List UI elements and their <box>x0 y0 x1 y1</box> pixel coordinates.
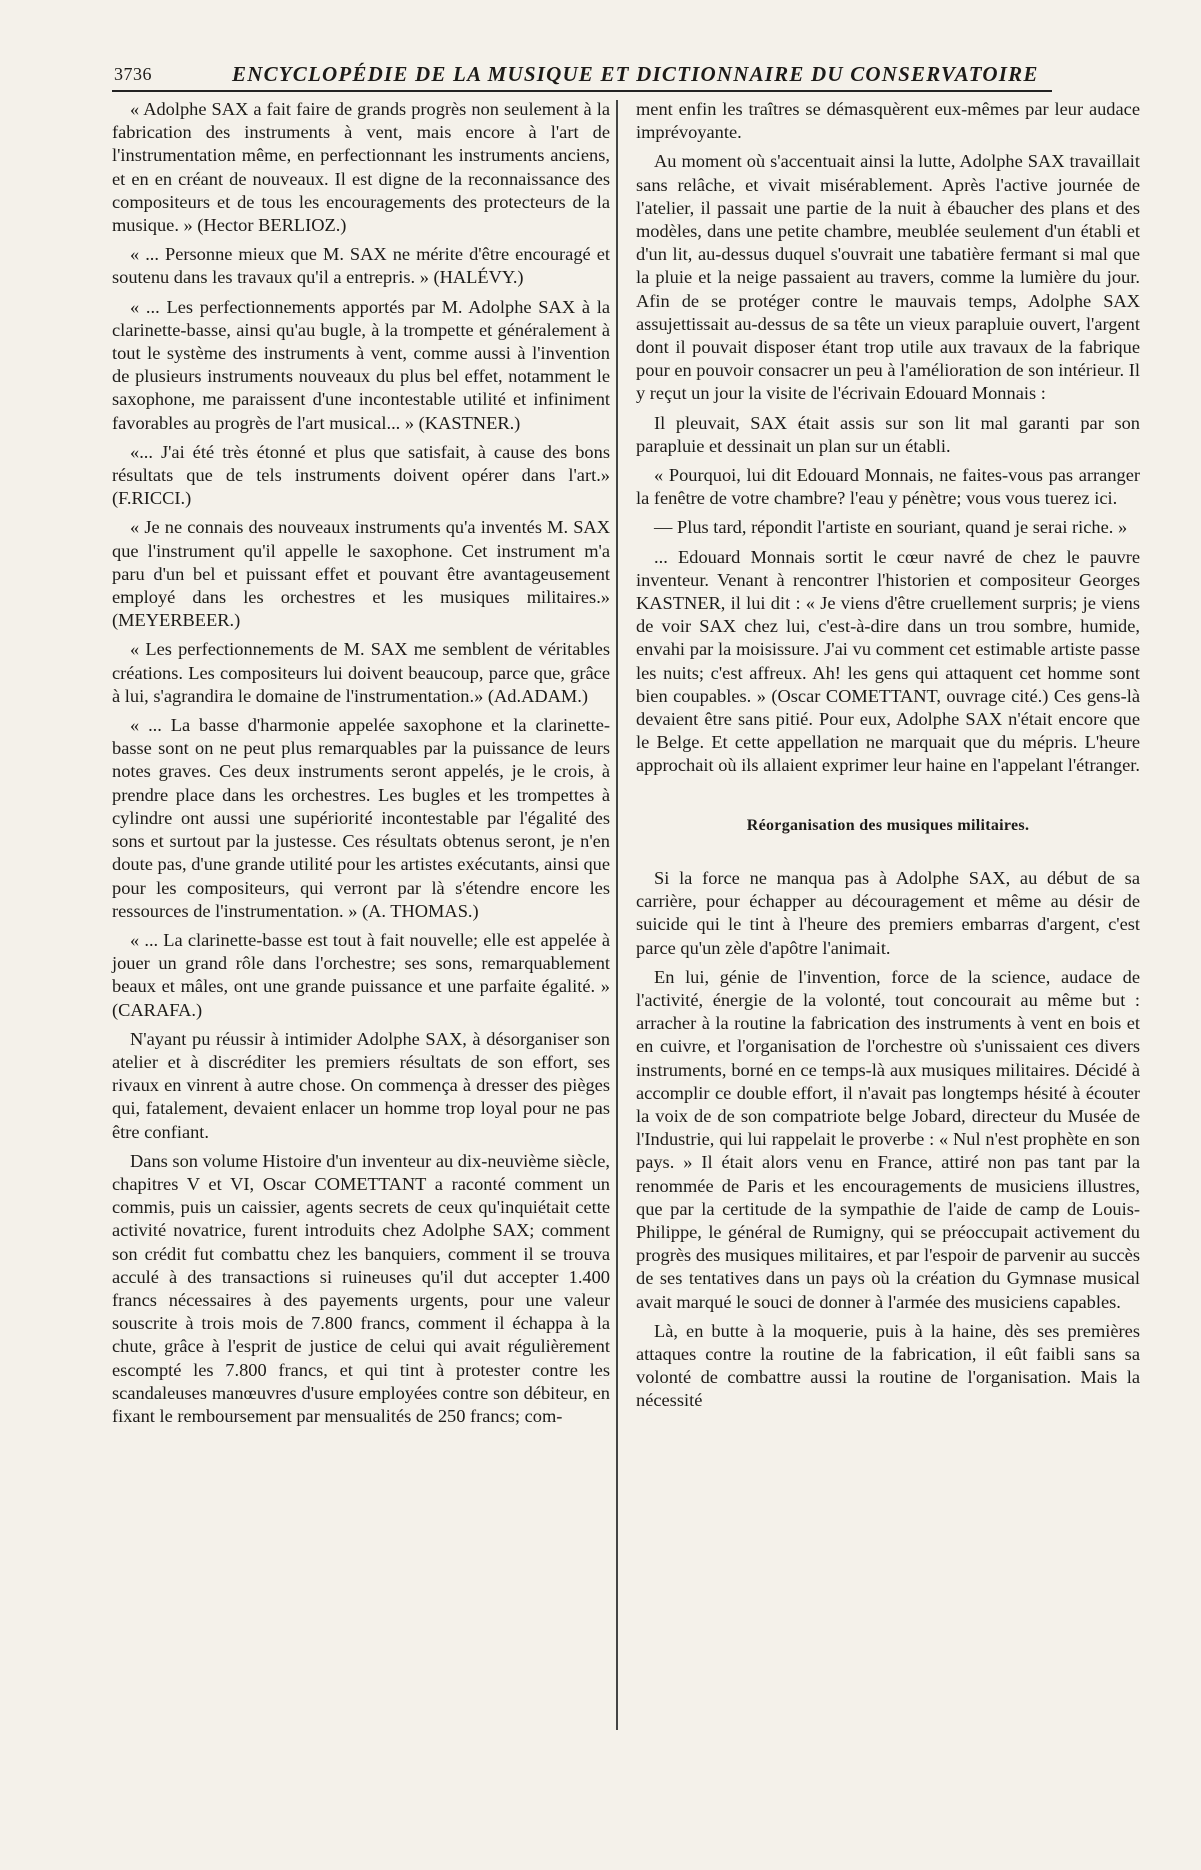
paragraph-artist-reply: — Plus tard, répondit l'artiste en souriant, quand je serai riche. » <box>654 517 1128 538</box>
quote-berlioz: « Adolphe SAX a fait faire de grands progrès non seulement à la fabrication des instruments à vent, mais encore à l'art de l'instrumentation même, en perfectionnant les instruments anciens, et en en créant de nouveaux. Il est digne de la reconnaissance des compositeurs et de tous les encouragements des protecteurs de la musique. » (Hector BERLIOZ.) <box>112 99 610 236</box>
quote-carafa: « ... La clarinette-basse est tout à fait nouvelle; elle est appelée à jouer un grand rôle dans l'orchestre; ses sons, remarquablement beaux et mâles, ont une grande puissance et une parfaite égalité. » (CARAFA.) <box>112 929 610 1020</box>
paragraph-mockery: Là, en butte à la moquerie, puis à la haine, dès ses premières attaques contre la routine de la fabrication, il eût faibli sans sa volonté de combattre aussi la routine de l'organisation. Mais la nécessité <box>636 1320 1140 1411</box>
quote-adam: « Les perfectionnements de M. SAX me semblent de véritables créations. Les compositeurs lui doivent beaucoup, parce que, grâce à lui, s'agrandira le domaine de l'instrumentation.» (Ad.ADAM.) <box>112 639 610 706</box>
quote-thomas: « ... La basse d'harmonie appelée saxophone et la clarinette-basse sont on ne peut plus remarquables par la puissance de leurs notes graves. Ces deux instruments seront appelés, je le crois, à prendre place dans les orchestres. Les bugles et les trompettes à cylindre ont aussi une supériorité incontestable par l'égalité des sons et surtout par la justesse. Ces résultats obtenus seront, je n'en doute pas, d'une grande utilité pour les artistes exécutants, ainsi que pour les compositeurs, qui verront par là s'étendre encore les ressources de l'instrumentation. » (A. THOMAS.) <box>112 715 610 921</box>
paragraph-zeal: Si la force ne manqua pas à Adolphe SAX, au début de sa carrière, pour échapper au découragement et même au désir de suicide qui le tint à l'heure des premiers embarras d'argent, c'est parce qu'un zèle d'apôtre l'animait. <box>636 867 1140 958</box>
right-column <box>636 98 1140 1419</box>
quote-meyerbeer: « Je ne connais des nouveaux instruments qu'a inventés M. SAX que l'instrument qu'il appelle le saxophone. Cet instrument m'a paru d'un bel et puissant effet et pouvant être avantageusement employé dans les orchestres et les musiques militaires.» (MEYERBEER.) <box>112 517 610 631</box>
paragraph-comettant: Dans son volume Histoire d'un inventeur au dix-neuvième siècle, chapitres V et VI, Oscar COMETTANT a raconté comment un commis, puis un caissier, agents secrets de ceux qu'inquiétait cette activité novatrice, furent introduits chez Adolphe SAX; comment son crédit fut combattu chez les banquiers, comment il se trouva acculé à des transactions si ruineuses qu'il dut accepter 1.400 francs nécessaires à des payements urgents, pour une valeur souscrite à trois mois de 7.800 francs, comment il échappa à la chute, grâce à l'esprit de justice de celui qui avait régulièrement escompté les 7.800 francs, et qui tint à protester contre les scandaleuses manœuvres d'usure employées contre son débiteur, en fixant le remboursement par mensualités de 250 francs; com- <box>112 1150 610 1426</box>
paragraph-continuation: ment enfin les traîtres se démasquèrent eux-mêmes par leur audace imprévoyante. <box>636 99 1140 143</box>
paragraph-workshop: Au moment où s'accentuait ainsi la lutte, Adolphe SAX travaillait sans relâche, et vivait misérablement. Après l'active journée de l'atelier, il passait une partie de la nuit à ébaucher des plans et des modèles, dans une petite chambre, meublée seulement d'un établi et d'un lit, au-dessus duquel s'ouvrait une tabatière fermant si mal que la pluie et la neige passaient au travers, comme la lumière du jour. Afin de se protéger contre le mauvais temps, Adolphe SAX assujettissait au-dessus de sa tête un vieux parapluie ouvert, l'argent dont il pouvait disposer étant trop utile aux travaux de la fabrique pour en pouvoir consacrer un peu à l'amélioration de son intérieur. Il y reçut un jour la visite de l'écrivain Edouard Monnais : <box>636 151 1140 404</box>
running-header <box>112 58 1052 92</box>
quote-ricci: «... J'ai été très étonné et plus que satisfait, à cause des bons résultats que de tels instruments doivent opérer dans l'art.» (F.RICCI.) <box>112 441 610 509</box>
column-divider <box>616 100 618 1730</box>
quote-halevy: « ... Personne mieux que M. SAX ne mérite d'être encouragé et soutenu dans les travaux qu'il a entrepris. » (HALÉVY.) <box>112 244 610 288</box>
section-heading: Réorganisation des musiques militaires. <box>746 816 1030 834</box>
paragraph-monnais-question: « Pourquoi, lui dit Edouard Monnais, ne faites-vous pas arranger la fenêtre de votre chambre? l'eau y pénètre; vous vous tuerez ici. <box>636 465 1140 509</box>
left-column <box>112 98 610 1434</box>
page-number: 3736 <box>114 64 152 84</box>
running-title: ENCYCLOPÉDIE DE LA MUSIQUE ET DICTIONNAIRE DU CONSERVATOIRE <box>232 62 1039 86</box>
paragraph-kastner-visit: ... Edouard Monnais sortit le cœur navré de chez le pauvre inventeur. Venant à rencontrer l'historien et compositeur Georges KASTNER, il lui dit : « Je viens d'être cruellement surpris; je viens de voir SAX chez lui, c'est-à-dire dans un trou sombre, humide, envahi par la moisissure. J'ai vu comment cet estimable artiste passe les nuits; c'est affreux. Ah! les gens qui attaquent cet homme sont bien coupables. » (Oscar COMETTANT, ouvrage cité.) Ces gens-là devaient être sans pitié. Pour eux, Adolphe SAX n'était encore que le Belge. Et cette appellation ne marquait que du mépris. L'heure approchait où ils allaient exprimer leur haine en l'appelant l'étranger. <box>636 546 1140 776</box>
paragraph-genius: En lui, génie de l'invention, force de la science, audace de l'activité, énergie de la volonté, tout concourait au même but : arracher à la routine la fabrication des instruments à vent en bois et en cuivre, et l'organisation de l'orchestre où s'unissaient ces divers instruments, borné en ce temps-là aux musiques militaires. Décidé à accomplir ce double effort, il n'avait pas longtemps hésité à écouter la voix de de son compatriote belge Jobard, directeur du Musée de l'Industrie, qui lui rappelait le proverbe : « Nul n'est prophète en son pays. » Il était alors venu en France, attiré non pas tant par la renommée de Paris et les encouragements de musiciens illustres, que par la certitude de la sympathie de l'aide de camp de Louis-Philippe, le général de Rumigny, qui se préoccupait activement du progrès des musiques militaires, et par l'espoir de parvenir au succès de ses tentatives dans un pays où la création du Gymnase musical avait marqué le souci de donner à l'armée des musiciens capables. <box>636 966 1140 1312</box>
paragraph-rain: Il pleuvait, SAX était assis sur son lit mal garanti par son parapluie et dessinait un plan sur un établi. <box>636 412 1140 456</box>
quote-kastner: « ... Les perfectionnements apportés par M. Adolphe SAX à la clarinette-basse, ainsi qu'au bugle, à la trompette et généralement à tout le système des instruments à vent, comme aussi à l'invention de plusieurs instruments nouveaux du plus bel effet, notamment le saxophone, me paraissent d'une incontestable utilité et infiniment favorables au progrès de l'art musical... » (KASTNER.) <box>112 296 610 433</box>
paragraph-rivals: N'ayant pu réussir à intimider Adolphe SAX, à désorganiser son atelier et à discréditer les premiers résultats de son effort, ses rivaux en vinrent à autre chose. On commença à dresser des pièges qui, fatalement, devaient enlacer un homme trop loyal pour ne pas être confiant. <box>112 1028 610 1142</box>
